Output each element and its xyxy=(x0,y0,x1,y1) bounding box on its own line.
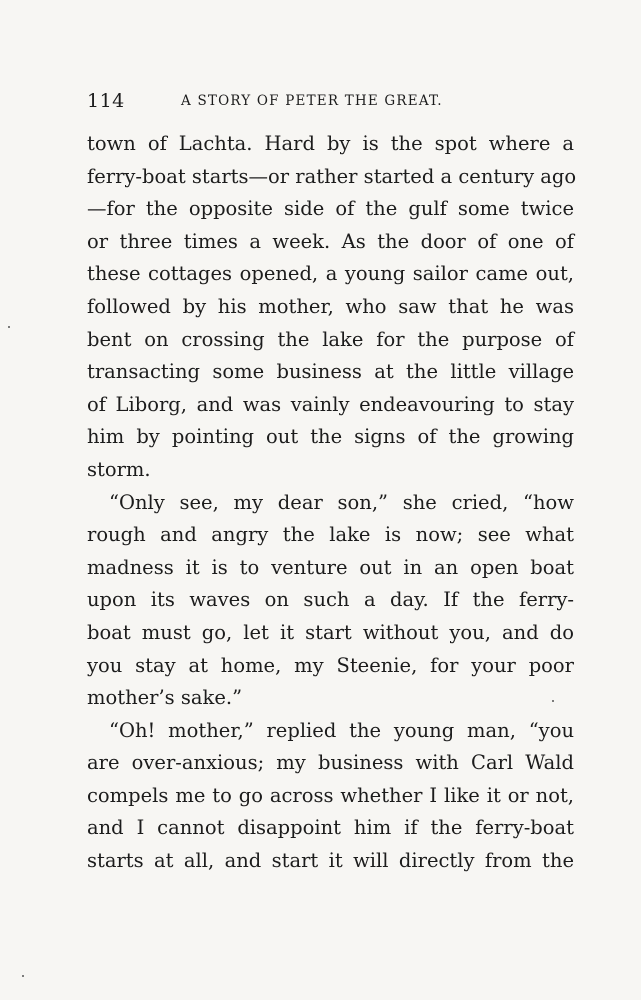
text-line: these cottages opened, a young sailor came out, xyxy=(87,262,574,286)
text-line: upon its waves on such a day. If the ferry- xyxy=(87,588,574,612)
text-line: “Oh! mother,” replied the young man, “you xyxy=(109,718,574,742)
text-line: town of Lachta. Hard by is the spot where a xyxy=(87,132,574,155)
paper-speck xyxy=(8,326,10,328)
body-text xyxy=(87,128,577,878)
text-line: —for the opposite side of the gulf some twice xyxy=(87,197,574,221)
text-line: mother’s sake.” xyxy=(87,686,243,710)
text-line: compels me to go across whether I like it or not, xyxy=(87,783,574,807)
text-line: you stay at home, my Steenie, for your poor xyxy=(87,653,574,677)
text-line: transacting some business at the little village xyxy=(87,360,574,384)
running-head: A STORY OF PETER THE GREAT. xyxy=(181,93,443,109)
text-line: of Liborg, and was vainly endeavouring to stay xyxy=(87,392,574,416)
text-line: boat must go, let it start without you, and do xyxy=(87,620,574,644)
text-line: rough and angry the lake is now; see what xyxy=(87,523,574,547)
text-line: “Only see, my dear son,” she cried, “how xyxy=(109,490,574,514)
text-line: or three times a week. As the door of one of xyxy=(87,229,574,253)
paper-speck xyxy=(552,700,554,702)
page-header xyxy=(87,90,574,114)
text-line: are over-anxious; my business with Carl Wald xyxy=(87,751,574,775)
text-line: bent on crossing the lake for the purpose of xyxy=(87,327,574,351)
text-line: and I cannot disappoint him if the ferry-boat xyxy=(87,816,574,840)
text-line: him by pointing out the signs of the growing xyxy=(87,425,574,449)
page-number: 114 xyxy=(87,90,125,112)
text-line: ferry-boat starts—or rather started a century ago xyxy=(87,164,577,188)
text-line: madness it is to venture out in an open boat xyxy=(87,555,574,579)
paper-speck xyxy=(22,975,24,977)
text-line: followed by his mother, who saw that he was xyxy=(87,294,574,318)
text-line: storm. xyxy=(87,457,151,481)
text-line: starts at all, and start it will directly from the xyxy=(87,849,574,873)
